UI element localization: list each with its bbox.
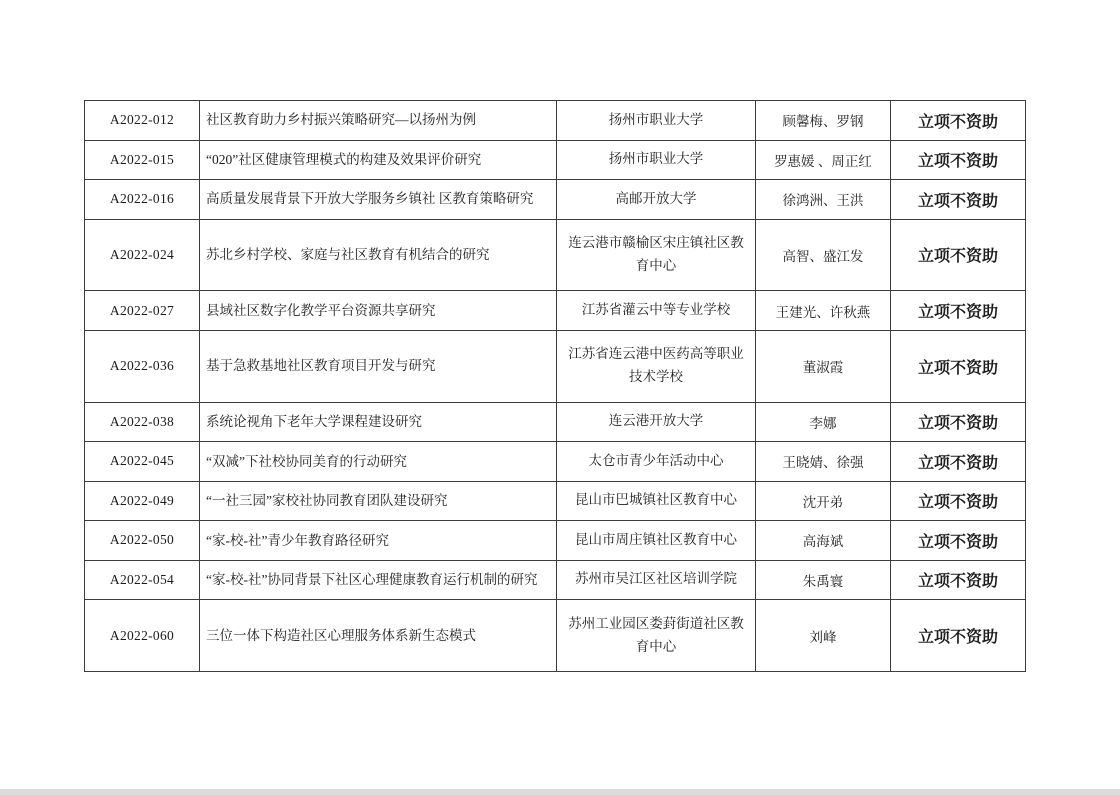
- institution-cell: 江苏省灌云中等专业学校: [557, 291, 756, 331]
- institution-cell: 昆山市周庄镇社区教育中心: [557, 521, 756, 561]
- institution-cell: 江苏省连云港中医药高等职业技术学校: [557, 330, 756, 402]
- table-row: [85, 291, 1026, 331]
- status-cell: 立项不资助: [891, 442, 1026, 482]
- status-cell: 立项不资助: [891, 101, 1026, 141]
- project-title-cell: 社区教育助力乡村振兴策略研究—以扬州为例: [200, 101, 557, 141]
- status-cell: 立项不资助: [891, 481, 1026, 521]
- status-cell: 立项不资助: [891, 180, 1026, 220]
- institution-cell: 连云港开放大学: [557, 402, 756, 442]
- institution-cell: 连云港市赣榆区宋庄镇社区教育中心: [557, 219, 756, 291]
- table-row: [85, 521, 1026, 561]
- status-cell: 立项不资助: [891, 291, 1026, 331]
- status-cell: 立项不资助: [891, 402, 1026, 442]
- project-title-cell: “020”社区健康管理模式的构建及效果评价研究: [200, 140, 557, 180]
- project-id-cell: A2022-012: [85, 101, 200, 141]
- project-id-cell: A2022-050: [85, 521, 200, 561]
- project-title-cell: “家-校-社”青少年教育路径研究: [200, 521, 557, 561]
- members-cell: 高智、盛江发: [756, 219, 891, 291]
- members-cell: 朱禹寰: [756, 560, 891, 600]
- project-id-cell: A2022-016: [85, 180, 200, 220]
- institution-cell: 扬州市职业大学: [557, 140, 756, 180]
- project-results-table: [84, 100, 1026, 672]
- institution-cell: 苏州市吴江区社区培训学院: [557, 560, 756, 600]
- project-id-cell: A2022-045: [85, 442, 200, 482]
- project-title-cell: 高质量发展背景下开放大学服务乡镇社 区教育策略研究: [200, 180, 557, 220]
- table-row: [85, 101, 1026, 141]
- table-row: [85, 481, 1026, 521]
- project-id-cell: A2022-027: [85, 291, 200, 331]
- institution-cell: 高邮开放大学: [557, 180, 756, 220]
- project-title-cell: 县域社区数字化教学平台资源共享研究: [200, 291, 557, 331]
- table-row: [85, 442, 1026, 482]
- status-cell: 立项不资助: [891, 521, 1026, 561]
- project-title-cell: “一社三园”家校社协同教育团队建设研究: [200, 481, 557, 521]
- project-title-cell: 苏北乡村学校、家庭与社区教育有机结合的研究: [200, 219, 557, 291]
- project-id-cell: A2022-054: [85, 560, 200, 600]
- status-cell: 立项不资助: [891, 330, 1026, 402]
- project-title-cell: 系统论视角下老年大学课程建设研究: [200, 402, 557, 442]
- table-row: [85, 140, 1026, 180]
- members-cell: 高海斌: [756, 521, 891, 561]
- project-title-cell: “双减”下社校协同美育的行动研究: [200, 442, 557, 482]
- members-cell: 徐鸿洲、王洪: [756, 180, 891, 220]
- project-title-cell: “家-校-社”协同背景下社区心理健康教育运行机制的研究: [200, 560, 557, 600]
- project-id-cell: A2022-060: [85, 600, 200, 672]
- members-cell: 李娜: [756, 402, 891, 442]
- project-id-cell: A2022-038: [85, 402, 200, 442]
- status-cell: 立项不资助: [891, 219, 1026, 291]
- project-id-cell: A2022-024: [85, 219, 200, 291]
- status-cell: 立项不资助: [891, 600, 1026, 672]
- table-row: [85, 180, 1026, 220]
- institution-cell: 昆山市巴城镇社区教育中心: [557, 481, 756, 521]
- status-cell: 立项不资助: [891, 560, 1026, 600]
- table-row: [85, 219, 1026, 291]
- members-cell: 董淑霞: [756, 330, 891, 402]
- members-cell: 王晓婧、徐强: [756, 442, 891, 482]
- members-cell: 沈开弟: [756, 481, 891, 521]
- institution-cell: 扬州市职业大学: [557, 101, 756, 141]
- project-id-cell: A2022-036: [85, 330, 200, 402]
- members-cell: 刘峰: [756, 600, 891, 672]
- project-title-cell: 三位一体下构造社区心理服务体系新生态模式: [200, 600, 557, 672]
- members-cell: 顾馨梅、罗钢: [756, 101, 891, 141]
- table-row: [85, 600, 1026, 672]
- institution-cell: 苏州工业园区娄葑街道社区教育中心: [557, 600, 756, 672]
- project-id-cell: A2022-015: [85, 140, 200, 180]
- project-title-cell: 基于急救基地社区教育项目开发与研究: [200, 330, 557, 402]
- members-cell: 罗惠媛 、周正红: [756, 140, 891, 180]
- table-row: [85, 560, 1026, 600]
- page-bottom-edge: [0, 789, 1120, 795]
- members-cell: 王建光、许秋燕: [756, 291, 891, 331]
- institution-cell: 太仓市青少年活动中心: [557, 442, 756, 482]
- table-row: [85, 330, 1026, 402]
- project-id-cell: A2022-049: [85, 481, 200, 521]
- table-row: [85, 402, 1026, 442]
- status-cell: 立项不资助: [891, 140, 1026, 180]
